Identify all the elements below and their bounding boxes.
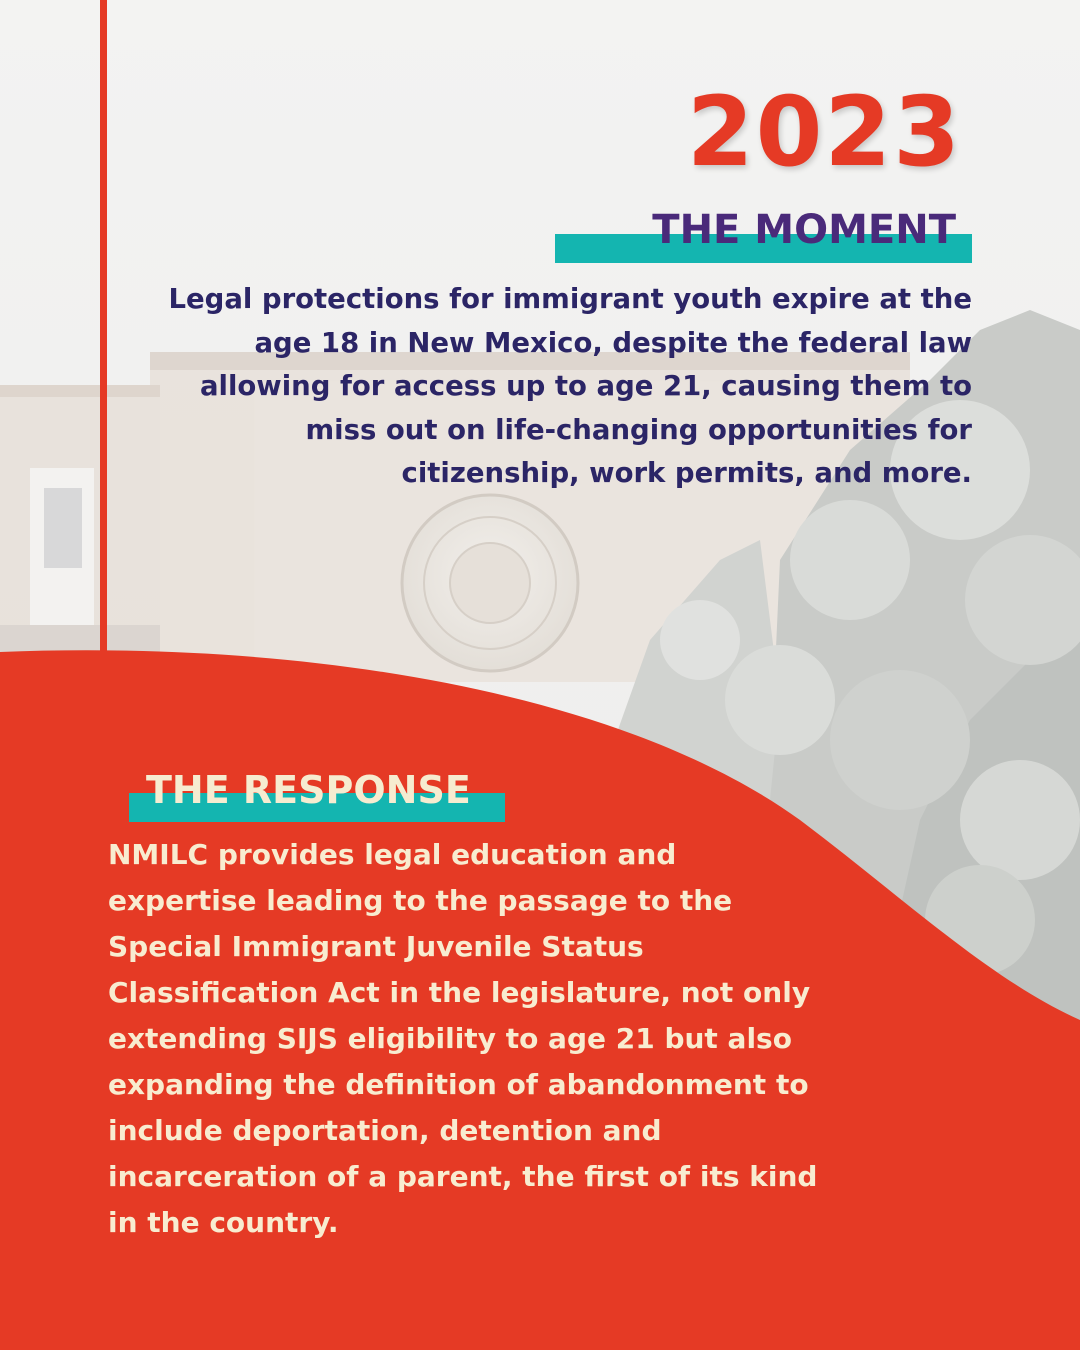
state-seal — [402, 495, 578, 671]
moment-heading: THE MOMENT — [652, 207, 956, 253]
moment-body-text: Legal protections for immigrant youth expire at the age 18 in New Mexico, despite the federal law allowing for access up to age 21, causing them to miss out on life-changing opportunities for citizenship, work permits, and more. — [168, 283, 972, 490]
response-heading: THE RESPONSE — [146, 768, 471, 812]
year-heading: 2023 — [686, 76, 962, 188]
response-body-text: NMILC provides legal education and expertise leading to the passage to the Special Immigrant Juvenile Status Classification Act in the legislature, not only extending SIJS eligibility to age 21 but also expanding the definition of abandonment to include deportation, detention and incarceration of a parent, the first of its kind in the country. — [108, 838, 818, 1239]
vertical-accent-line — [100, 0, 107, 655]
